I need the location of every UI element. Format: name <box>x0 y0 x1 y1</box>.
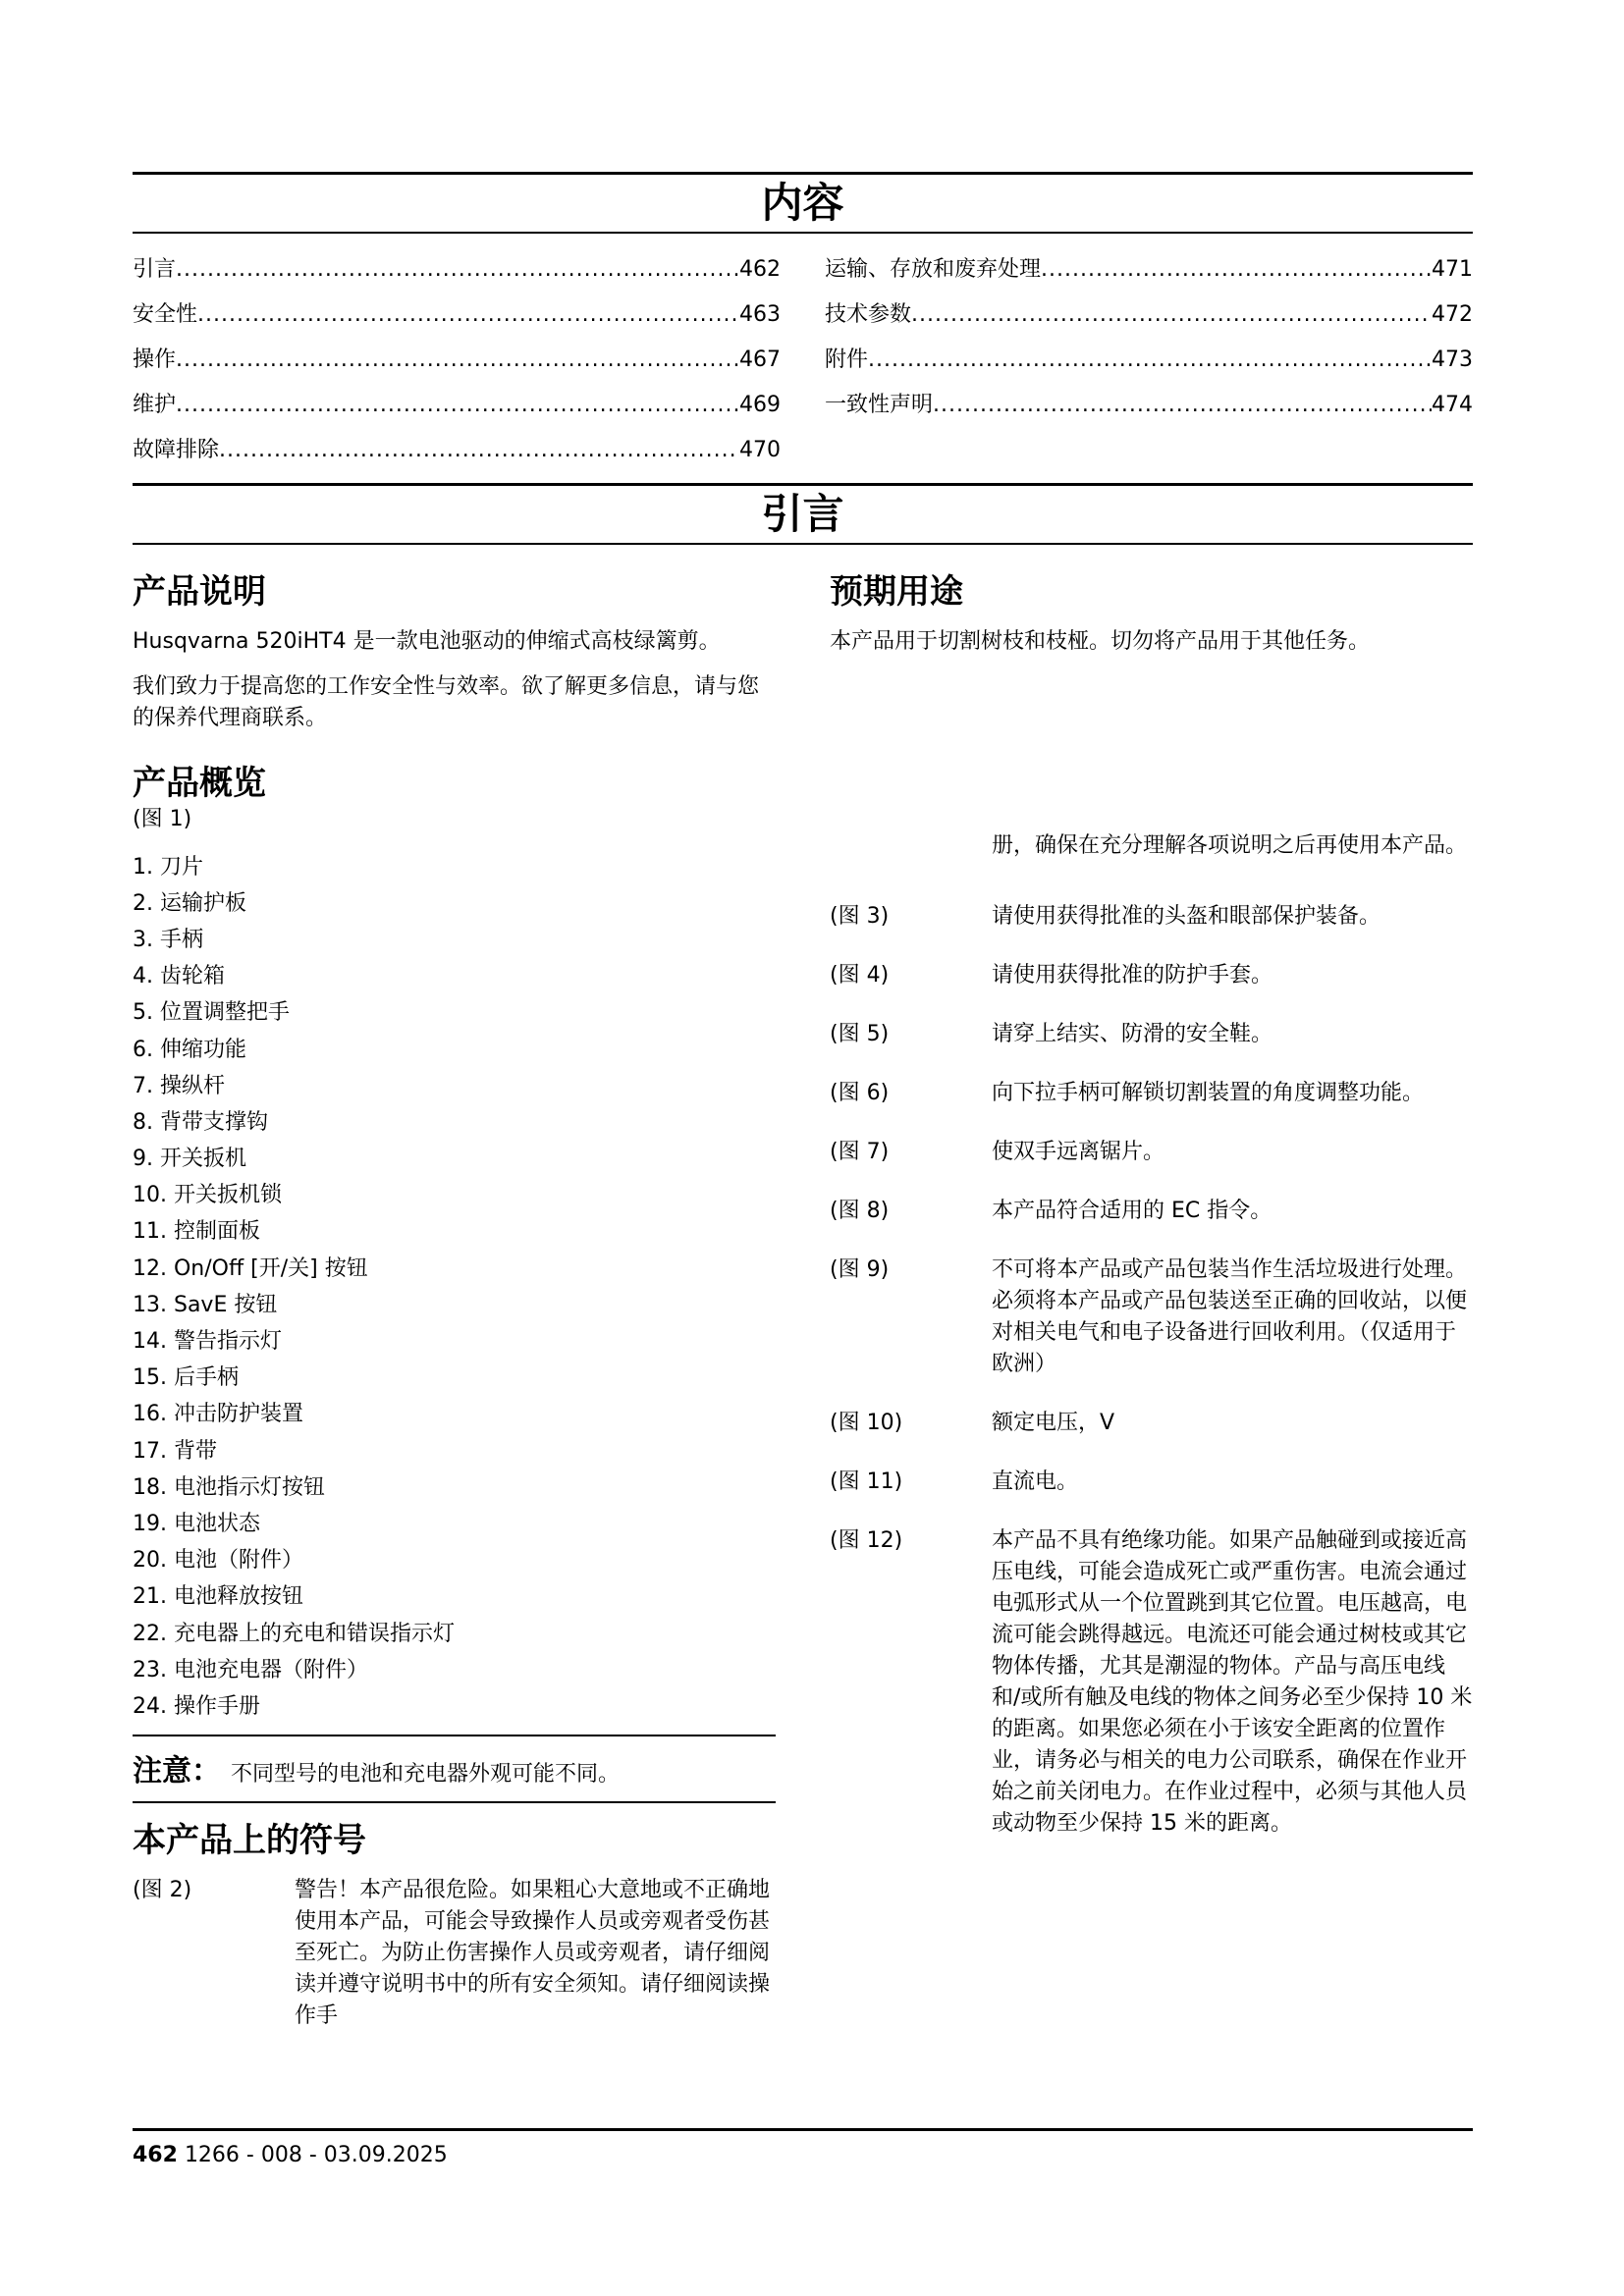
list-item: 14. 警告指示灯 <box>133 1329 282 1355</box>
symbol-entry <box>830 1525 1473 1840</box>
product-description-p1: Husqvarna 520iHT4 是一款电池驱动的伸缩式高枝绿篱剪。 <box>133 628 721 654</box>
intro-columns <box>133 555 1473 2059</box>
list-item: 9. 开关扳机 <box>133 1147 246 1172</box>
symbol-entry <box>830 1137 1473 1168</box>
list-item: 3. 手柄 <box>133 927 203 952</box>
note-label: 注意： <box>133 1754 221 1789</box>
footer-rule <box>133 2128 1473 2131</box>
product-description-p2: 我们致力于提高您的工作安全性与效率。欲了解更多信息，请与您的保养代理商联系。 <box>133 673 760 730</box>
list-item: 21. 电池释放按钮 <box>133 1584 303 1610</box>
list-item: 7. 操纵杆 <box>133 1073 225 1098</box>
symbol-entry <box>830 1078 1473 1109</box>
left-column <box>133 555 776 2059</box>
toc-entry[interactable] <box>825 338 1473 383</box>
toc-entry-label: 故障排除 <box>133 438 220 462</box>
list-item: 2. 运输护板 <box>133 890 246 916</box>
overview-list <box>133 849 776 1726</box>
list-item: 6. 伸缩功能 <box>133 1037 246 1062</box>
toc-title: 内容 <box>761 179 844 227</box>
symbol-entry <box>830 960 1473 991</box>
symbol-entry <box>133 1875 776 2032</box>
symbol-text: 使双手远离锯片。 <box>992 1139 1165 1164</box>
symbol-text: 请穿上结实、防滑的安全鞋。 <box>992 1021 1273 1046</box>
product-description-heading: 产品说明 <box>133 572 266 612</box>
toc-entry-page: 471 <box>1432 257 1473 282</box>
toc-entry[interactable] <box>825 383 1473 428</box>
symbol-ref: (图 2) <box>133 1877 192 1902</box>
list-item: 19. 电池状态 <box>133 1511 260 1536</box>
list-item: 1. 刀片 <box>133 854 203 880</box>
symbol-text: 不可将本产品或产品包装当作生活垃圾进行处理。必须将本产品或产品包装送至正确的回收站，以便对相关电气和电子设备进行回收利用。（仅适用于欧洲） <box>992 1256 1468 1376</box>
symbol-text: 额定电压，V <box>992 1410 1115 1435</box>
symbol-ref: (图 8) <box>830 1198 890 1223</box>
toc-left-column <box>133 247 781 473</box>
toc-entry-page: 474 <box>1432 393 1473 417</box>
list-item: 12. On/Off [开/关] 按钮 <box>133 1255 368 1281</box>
footer-page-number: 462 <box>133 2143 178 2167</box>
toc-entry-label: 一致性声明 <box>825 393 934 417</box>
product-overview-heading: 产品概览 <box>133 763 266 803</box>
symbol-ref: (图 3) <box>830 903 890 929</box>
symbol-text: 册，确保在充分理解各项说明之后再使用本产品。 <box>992 832 1468 858</box>
toc-entry-page: 472 <box>1432 302 1473 327</box>
symbol-text: 直流电。 <box>992 1468 1079 1494</box>
toc-entry-page: 470 <box>739 438 781 462</box>
symbol-text: 请使用获得批准的防护手套。 <box>992 962 1273 988</box>
toc-entry[interactable] <box>133 247 781 293</box>
right-column <box>830 555 1473 2059</box>
toc-entry-page: 473 <box>1432 347 1473 372</box>
list-item: 22. 充电器上的充电和错误指示灯 <box>133 1621 455 1646</box>
symbol-entry <box>830 1255 1473 1380</box>
symbol-ref: (图 12) <box>830 1527 903 1553</box>
symbol-entry <box>830 901 1473 933</box>
symbol-text: 向下拉手柄可解锁切割装置的角度调整功能。 <box>992 1080 1425 1105</box>
toc-entry-label: 安全性 <box>133 302 198 327</box>
list-item: 23. 电池充电器（附件） <box>133 1657 368 1682</box>
list-item: 16. 冲击防护装置 <box>133 1402 303 1427</box>
symbol-entry-continued <box>830 830 1473 862</box>
symbol-text: 请使用获得批准的头盔和眼部保护装备。 <box>992 903 1381 929</box>
note-box <box>133 1735 776 1803</box>
symbol-entry <box>830 1196 1473 1227</box>
toc-entry-page: 462 <box>739 257 781 282</box>
intro-title-rule <box>133 543 1473 545</box>
list-item: 11. 控制面板 <box>133 1219 260 1245</box>
list-item: 10. 开关扳机锁 <box>133 1183 282 1208</box>
toc-entry[interactable] <box>825 247 1473 293</box>
list-item: 18. 电池指示灯按钮 <box>133 1474 325 1500</box>
symbol-text: 警告！本产品很危险。如果粗心大意地或不正确地使用本产品，可能会导致操作人员或旁观者受伤甚至死亡。为防止伤害操作人员或旁观者，请仔细阅读并遵守说明书中的所有安全须知。请仔细阅读操作手 <box>295 1877 771 2028</box>
symbols-heading: 本产品上的符号 <box>133 1821 366 1861</box>
toc-entry-page: 463 <box>739 302 781 327</box>
list-item: 24. 操作手册 <box>133 1693 260 1719</box>
list-item: 17. 背带 <box>133 1438 217 1464</box>
toc-entry[interactable] <box>825 293 1473 338</box>
list-item: 13. SavE 按钮 <box>133 1292 278 1317</box>
symbol-ref: (图 7) <box>830 1139 890 1164</box>
toc-entry-page: 467 <box>739 347 781 372</box>
toc-right-column <box>825 247 1473 473</box>
toc-entry-label: 引言 <box>133 257 177 282</box>
symbol-ref: (图 6) <box>830 1080 890 1105</box>
page <box>133 172 1473 2059</box>
list-item: 15. 后手柄 <box>133 1365 239 1391</box>
page-footer <box>133 2128 1473 2167</box>
toc-entry-label: 操作 <box>133 347 177 372</box>
toc-entry[interactable] <box>133 293 781 338</box>
intended-use-text: 本产品用于切割树枝和枝桠。切勿将产品用于其他任务。 <box>830 628 1371 654</box>
symbol-ref: (图 10) <box>830 1410 903 1435</box>
list-item: 5. 位置调整把手 <box>133 1000 290 1026</box>
toc-entry[interactable] <box>133 383 781 428</box>
intended-use-heading: 预期用途 <box>830 572 963 612</box>
list-item: 8. 背带支撑钩 <box>133 1109 268 1135</box>
symbol-ref: (图 4) <box>830 962 890 988</box>
symbol-ref: (图 9) <box>830 1256 890 1282</box>
footer-doc-id: 1266 - 008 - 03.09.2025 <box>184 2143 448 2167</box>
toc-entry-label: 维护 <box>133 393 177 417</box>
toc-entry-page: 469 <box>739 393 781 417</box>
toc-entry-label: 技术参数 <box>825 302 912 327</box>
symbol-ref: (图 11) <box>830 1468 903 1494</box>
intro-title: 引言 <box>761 490 844 538</box>
list-item: 4. 齿轮箱 <box>133 964 225 989</box>
symbol-entry <box>830 1408 1473 1439</box>
toc-entry[interactable] <box>133 338 781 383</box>
table-of-contents <box>133 234 1473 483</box>
overview-figure-ref: (图 1) <box>133 806 192 831</box>
symbol-ref: (图 5) <box>830 1021 890 1046</box>
symbol-entry <box>830 1467 1473 1498</box>
symbol-entry <box>830 1019 1473 1050</box>
toc-entry[interactable] <box>133 428 781 473</box>
note-text: 不同型号的电池和充电器外观可能不同。 <box>231 1762 621 1788</box>
symbol-text: 本产品不具有绝缘功能。如果产品触碰到或接近高压电线，可能会造成死亡或严重伤害。电流会通过电弧形式从一个位置跳到其它位置。电压越高，电流可能会跳得越远。电流还可能会通过树枝或其它物体传播，尤其是潮湿的物体。产品与高压电线和/或所有触及电线的物体之间务必至少保持 10 米的距离。如果您必须在小于该安全距离的位置作业，请务必与相关的电力公司联系，确保在作业开始之前关闭电力。在作业过程中，必须与其他人员或动物至少保持 15 米的距离。 <box>992 1527 1473 1836</box>
toc-entry-label: 附件 <box>825 347 869 372</box>
symbol-text: 本产品符合适用的 EC 指令。 <box>992 1198 1272 1223</box>
toc-entry-label: 运输、存放和废弃处理 <box>825 257 1042 282</box>
list-item: 20. 电池（附件） <box>133 1548 303 1574</box>
